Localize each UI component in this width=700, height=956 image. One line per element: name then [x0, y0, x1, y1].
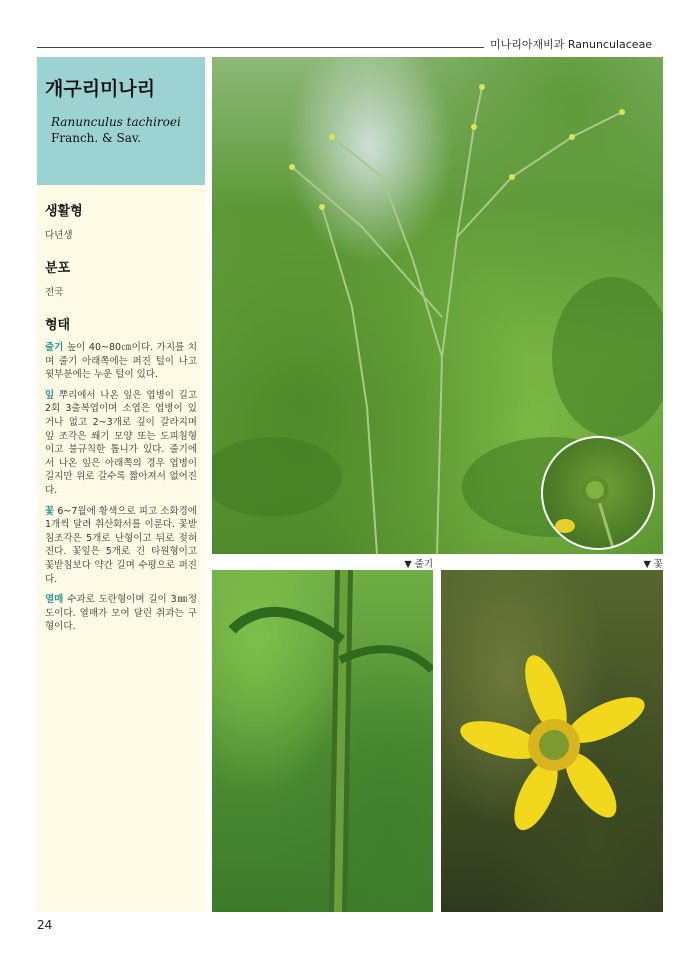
life-form-value: 다년생: [45, 230, 73, 241]
flower-description: [45, 505, 197, 587]
life-form-heading: 생활형: [45, 204, 83, 219]
flower-closeup-inset: [541, 436, 655, 550]
flower-illustration: [441, 570, 663, 912]
family-label: 미나리아재비과 Ranunculaceae: [490, 38, 653, 51]
fruit-keyword: 열매: [45, 594, 64, 606]
flower-photo: [441, 570, 663, 912]
stem-illustration: [212, 570, 433, 912]
morphology-heading: 형태: [45, 318, 71, 333]
page-number: 24: [37, 918, 53, 932]
leaf-text: 뿌리에서 나온 잎은 엽병이 길고 2회 3출복엽이며 소엽은 엽병이 있거나 없고 2~3개로 깊이 갈라지며 잎 조각은 쐐기 모양 또는 도피침형이고 불규칙한 톱니가 있다. 줄기에서 나온 잎은 아래쪽의 경우 엽병이 길지만 위로 갈수록 짧아져서 없어진다.: [45, 389, 197, 496]
flower-text: 6~7월에 황색으로 피고 소화경에 1개씩 달려 취산화서를 이룬다. 꽃받침조각은 5개로 난형이고 뒤로 젖혀진다. 꽃잎은 5개로 긴 타원형이고 꽃받침보다 약간 길며 수평으로 퍼진다.: [45, 505, 197, 585]
author-name: Franch. & Sav.: [51, 131, 142, 145]
scientific-name: Ranunculus tachiroei: [51, 115, 181, 129]
fruit-description: [45, 593, 197, 634]
species-korean-name: 개구리미나리: [45, 78, 156, 100]
header-rule: [37, 47, 484, 48]
stem-text: 높이 40~80㎝이다. 가지를 치며 줄기 아래쪽에는 퍼진 털이 나고 윗부분에는 누운 털이 있다.: [45, 342, 197, 381]
scientific-name-block: [51, 114, 181, 146]
stem-description: [45, 341, 197, 382]
seedhead-illustration: [543, 438, 653, 548]
flower-keyword: 꽃: [45, 505, 55, 517]
distribution-value: 전국: [45, 287, 64, 298]
fruit-text: 수과로 도란형이며 길이 3㎜정도이다. 열매가 모여 달린 취과는 구형이다.: [45, 594, 197, 633]
leaf-description: [45, 389, 197, 498]
flower-caption: ▼ 꽃: [643, 559, 663, 570]
stem-caption: ▼ 줄기: [404, 559, 433, 570]
title-box: [37, 57, 205, 185]
description-content: [45, 200, 197, 641]
leaf-keyword: 잎: [45, 389, 55, 401]
distribution-heading: 분포: [45, 261, 71, 276]
stem-photo: [212, 570, 433, 912]
stem-keyword: 줄기: [45, 342, 64, 353]
